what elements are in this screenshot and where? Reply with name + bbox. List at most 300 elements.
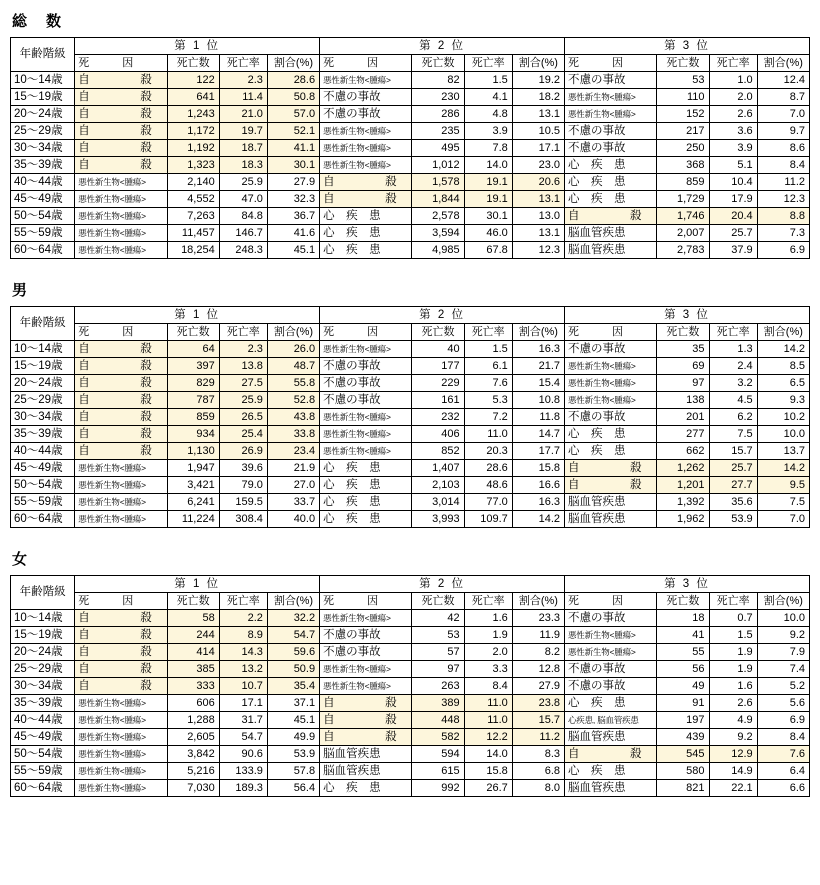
cell-deaths-1: 1,243	[167, 106, 219, 123]
col-header-share-2: 割合(%)	[512, 55, 564, 72]
cell-share-3: 7.6	[757, 746, 809, 763]
cell-deaths-3: 18	[657, 610, 709, 627]
cell-cause-2: 心 疾 患	[320, 225, 412, 242]
cell-cause-2: 不慮の事故	[320, 106, 412, 123]
cell-deaths-3: 217	[657, 123, 709, 140]
cell-rate-3: 9.2	[709, 729, 757, 746]
cell-cause-2: 心 疾 患	[320, 494, 412, 511]
table-row	[11, 89, 810, 106]
rank-header-3: 第 3 位	[565, 576, 810, 593]
col-header-deaths-2: 死亡数	[412, 593, 464, 610]
cell-rate-2: 5.3	[464, 392, 512, 409]
cell-cause-1: 自 殺	[75, 72, 167, 89]
cell-rate-3: 1.6	[709, 678, 757, 695]
cell-cause-1: 悪性新生物<腫瘍>	[75, 225, 167, 242]
cell-rate-1: 47.0	[219, 191, 267, 208]
cell-share-3: 8.4	[757, 157, 809, 174]
cell-cause-2: 不慮の事故	[320, 627, 412, 644]
cell-deaths-1: 385	[167, 661, 219, 678]
cell-cause-1: 自 殺	[75, 89, 167, 106]
cell-share-3: 5.2	[757, 678, 809, 695]
cell-share-3: 13.7	[757, 443, 809, 460]
cell-share-2: 23.8	[512, 695, 564, 712]
cell-rate-3: 1.9	[709, 644, 757, 661]
cell-cause-3: 不慮の事故	[565, 661, 657, 678]
col-header-rate-2: 死亡率	[464, 593, 512, 610]
table-row	[11, 341, 810, 358]
cell-age: 15～19歳	[11, 358, 75, 375]
cell-age: 15～19歳	[11, 627, 75, 644]
cell-deaths-2: 40	[412, 341, 464, 358]
cell-cause-2: 不慮の事故	[320, 89, 412, 106]
cell-deaths-1: 859	[167, 409, 219, 426]
cell-cause-2: 不慮の事故	[320, 644, 412, 661]
cell-rate-1: 18.7	[219, 140, 267, 157]
cell-deaths-3: 91	[657, 695, 709, 712]
col-header-share-1: 割合(%)	[267, 55, 319, 72]
cell-share-2: 21.7	[512, 358, 564, 375]
cell-cause-1: 悪性新生物<腫瘍>	[75, 712, 167, 729]
cell-share-3: 12.3	[757, 191, 809, 208]
cell-rate-1: 84.8	[219, 208, 267, 225]
table-row	[11, 375, 810, 392]
col-header-share-3: 割合(%)	[757, 593, 809, 610]
cell-cause-1: 自 殺	[75, 627, 167, 644]
cell-share-1: 48.7	[267, 358, 319, 375]
cell-rate-1: 79.0	[219, 477, 267, 494]
cell-share-2: 23.0	[512, 157, 564, 174]
cell-age: 10～14歳	[11, 341, 75, 358]
cell-share-1: 40.0	[267, 511, 319, 528]
col-header-deaths-2: 死亡数	[412, 55, 464, 72]
col-header-deaths-1: 死亡数	[167, 55, 219, 72]
table-row	[11, 409, 810, 426]
cell-share-2: 23.3	[512, 610, 564, 627]
cell-share-2: 12.3	[512, 242, 564, 259]
cell-deaths-1: 1,192	[167, 140, 219, 157]
cell-deaths-2: 992	[412, 780, 464, 797]
cell-rate-2: 30.1	[464, 208, 512, 225]
cell-rate-3: 22.1	[709, 780, 757, 797]
cell-share-2: 8.2	[512, 644, 564, 661]
cell-cause-2: 自 殺	[320, 174, 412, 191]
cell-cause-3: 不慮の事故	[565, 409, 657, 426]
rank-header-2: 第 2 位	[320, 307, 565, 324]
col-header-cause-1: 死 因	[75, 593, 167, 610]
cell-rate-2: 77.0	[464, 494, 512, 511]
col-header-rate-1: 死亡率	[219, 324, 267, 341]
cell-deaths-2: 1,578	[412, 174, 464, 191]
table-row	[11, 661, 810, 678]
col-header-cause-1: 死 因	[75, 324, 167, 341]
cell-share-1: 41.6	[267, 225, 319, 242]
ranking-table	[10, 306, 810, 528]
cell-cause-2: 悪性新生物<腫瘍>	[320, 610, 412, 627]
rank-header-2: 第 2 位	[320, 576, 565, 593]
cell-rate-1: 146.7	[219, 225, 267, 242]
cell-deaths-1: 1,172	[167, 123, 219, 140]
cell-deaths-2: 2,103	[412, 477, 464, 494]
table-row	[11, 191, 810, 208]
cell-deaths-1: 606	[167, 695, 219, 712]
cell-share-1: 35.4	[267, 678, 319, 695]
cell-rate-3: 25.7	[709, 225, 757, 242]
header-rank-row	[11, 38, 810, 55]
col-header-rate-2: 死亡率	[464, 55, 512, 72]
cell-share-2: 8.0	[512, 780, 564, 797]
cell-cause-3: 心 疾 患	[565, 695, 657, 712]
cell-rate-1: 133.9	[219, 763, 267, 780]
cell-cause-3: 脳血管疾患	[565, 729, 657, 746]
cell-rate-2: 1.6	[464, 610, 512, 627]
cell-deaths-1: 1,947	[167, 460, 219, 477]
cell-share-3: 8.5	[757, 358, 809, 375]
cell-share-2: 11.9	[512, 627, 564, 644]
cell-share-1: 50.9	[267, 661, 319, 678]
cell-cause-3: 自 殺	[565, 208, 657, 225]
cell-share-3: 7.4	[757, 661, 809, 678]
cell-deaths-3: 250	[657, 140, 709, 157]
cell-age: 25～29歳	[11, 661, 75, 678]
table-row	[11, 712, 810, 729]
cell-cause-3: 不慮の事故	[565, 341, 657, 358]
cell-share-3: 6.5	[757, 375, 809, 392]
cell-cause-1: 自 殺	[75, 341, 167, 358]
cell-cause-2: 自 殺	[320, 729, 412, 746]
cell-cause-1: 自 殺	[75, 610, 167, 627]
cell-cause-3: 心 疾 患	[565, 157, 657, 174]
cell-share-2: 12.8	[512, 661, 564, 678]
cell-cause-3: 心 疾 患	[565, 763, 657, 780]
cell-rate-3: 3.6	[709, 123, 757, 140]
cell-cause-3: 脳血管疾患	[565, 242, 657, 259]
cell-share-2: 13.1	[512, 225, 564, 242]
cell-rate-1: 14.3	[219, 644, 267, 661]
cell-cause-2: 脳血管疾患	[320, 746, 412, 763]
cell-cause-3: 悪性新生物<腫瘍>	[565, 358, 657, 375]
cell-cause-3: 心疾患, 脳血管疾患	[565, 712, 657, 729]
cell-cause-3: 不慮の事故	[565, 72, 657, 89]
cell-deaths-2: 615	[412, 763, 464, 780]
cell-share-3: 7.5	[757, 494, 809, 511]
cell-cause-1: 自 殺	[75, 392, 167, 409]
rank-header-1: 第 1 位	[75, 576, 320, 593]
cell-share-3: 8.7	[757, 89, 809, 106]
table-row	[11, 763, 810, 780]
cell-age: 35～39歳	[11, 695, 75, 712]
cell-deaths-1: 3,421	[167, 477, 219, 494]
cell-share-1: 27.0	[267, 477, 319, 494]
cell-cause-2: 心 疾 患	[320, 477, 412, 494]
cell-deaths-3: 439	[657, 729, 709, 746]
cell-deaths-3: 138	[657, 392, 709, 409]
cell-cause-1: 悪性新生物<腫瘍>	[75, 695, 167, 712]
cell-rate-3: 37.9	[709, 242, 757, 259]
cell-deaths-2: 4,985	[412, 242, 464, 259]
cell-deaths-3: 277	[657, 426, 709, 443]
col-header-share-2: 割合(%)	[512, 593, 564, 610]
table-row	[11, 72, 810, 89]
cell-cause-1: 悪性新生物<腫瘍>	[75, 729, 167, 746]
cell-share-2: 6.8	[512, 763, 564, 780]
table-row	[11, 511, 810, 528]
cell-cause-1: 悪性新生物<腫瘍>	[75, 780, 167, 797]
cell-cause-3: 不慮の事故	[565, 678, 657, 695]
cell-deaths-2: 1,407	[412, 460, 464, 477]
ranking-table	[10, 575, 810, 797]
cell-share-2: 8.3	[512, 746, 564, 763]
cell-deaths-1: 5,216	[167, 763, 219, 780]
cell-rate-3: 25.7	[709, 460, 757, 477]
col-header-deaths-2: 死亡数	[412, 324, 464, 341]
cell-deaths-2: 42	[412, 610, 464, 627]
cell-age: 35～39歳	[11, 157, 75, 174]
cell-rate-3: 17.9	[709, 191, 757, 208]
cell-deaths-2: 82	[412, 72, 464, 89]
col-header-rate-3: 死亡率	[709, 55, 757, 72]
table-row	[11, 106, 810, 123]
table-row	[11, 494, 810, 511]
cell-rate-3: 4.9	[709, 712, 757, 729]
cell-rate-1: 25.9	[219, 392, 267, 409]
cell-cause-3: 脳血管疾患	[565, 511, 657, 528]
cell-rate-2: 48.6	[464, 477, 512, 494]
cell-deaths-1: 397	[167, 358, 219, 375]
cell-age: 20～24歳	[11, 375, 75, 392]
cell-rate-1: 21.0	[219, 106, 267, 123]
cell-share-2: 15.8	[512, 460, 564, 477]
cell-rate-2: 1.5	[464, 72, 512, 89]
table-row	[11, 426, 810, 443]
cell-share-2: 10.5	[512, 123, 564, 140]
cell-cause-1: 自 殺	[75, 157, 167, 174]
col-header-share-2: 割合(%)	[512, 324, 564, 341]
cell-cause-2: 悪性新生物<腫瘍>	[320, 72, 412, 89]
cell-cause-1: 自 殺	[75, 661, 167, 678]
cell-cause-2: 悪性新生物<腫瘍>	[320, 661, 412, 678]
cell-deaths-3: 110	[657, 89, 709, 106]
cell-rate-1: 54.7	[219, 729, 267, 746]
header-col-row	[11, 55, 810, 72]
cell-share-1: 23.4	[267, 443, 319, 460]
section-0	[10, 10, 810, 259]
col-header-rate-1: 死亡率	[219, 55, 267, 72]
cell-age: 45～49歳	[11, 460, 75, 477]
cell-share-3: 6.9	[757, 242, 809, 259]
cell-rate-1: 248.3	[219, 242, 267, 259]
cell-age: 40～44歳	[11, 443, 75, 460]
cell-share-2: 15.4	[512, 375, 564, 392]
cell-cause-2: 悪性新生物<腫瘍>	[320, 157, 412, 174]
cell-share-1: 32.2	[267, 610, 319, 627]
cell-cause-1: 自 殺	[75, 678, 167, 695]
cell-rate-1: 2.2	[219, 610, 267, 627]
cell-share-2: 19.2	[512, 72, 564, 89]
col-header-age: 年齢階級	[11, 38, 75, 72]
cell-age: 55～59歳	[11, 494, 75, 511]
cell-deaths-3: 55	[657, 644, 709, 661]
cell-cause-2: 不慮の事故	[320, 392, 412, 409]
cell-rate-2: 8.4	[464, 678, 512, 695]
cell-rate-1: 90.6	[219, 746, 267, 763]
cell-deaths-2: 594	[412, 746, 464, 763]
cell-cause-1: 悪性新生物<腫瘍>	[75, 746, 167, 763]
cell-share-2: 27.9	[512, 678, 564, 695]
cell-deaths-2: 495	[412, 140, 464, 157]
cell-deaths-1: 64	[167, 341, 219, 358]
cell-share-2: 11.2	[512, 729, 564, 746]
cell-share-3: 14.2	[757, 460, 809, 477]
cell-deaths-1: 58	[167, 610, 219, 627]
cell-rate-3: 2.6	[709, 695, 757, 712]
cell-rate-1: 13.2	[219, 661, 267, 678]
cell-rate-1: 18.3	[219, 157, 267, 174]
col-header-deaths-3: 死亡数	[657, 324, 709, 341]
cell-deaths-3: 53	[657, 72, 709, 89]
header-rank-row	[11, 576, 810, 593]
table-row	[11, 695, 810, 712]
cell-rate-3: 1.5	[709, 627, 757, 644]
cell-age: 20～24歳	[11, 106, 75, 123]
cell-share-2: 17.7	[512, 443, 564, 460]
cell-age: 40～44歳	[11, 174, 75, 191]
cell-rate-3: 1.9	[709, 661, 757, 678]
cell-cause-2: 脳血管疾患	[320, 763, 412, 780]
cell-rate-3: 3.2	[709, 375, 757, 392]
cell-share-1: 21.9	[267, 460, 319, 477]
cell-share-1: 49.9	[267, 729, 319, 746]
cell-deaths-3: 49	[657, 678, 709, 695]
cell-age: 30～34歳	[11, 409, 75, 426]
cell-deaths-3: 368	[657, 157, 709, 174]
cell-deaths-3: 1,729	[657, 191, 709, 208]
cell-share-1: 45.1	[267, 712, 319, 729]
rank-header-3: 第 3 位	[565, 307, 810, 324]
cell-deaths-2: 229	[412, 375, 464, 392]
col-header-share-1: 割合(%)	[267, 324, 319, 341]
cell-age: 50～54歳	[11, 208, 75, 225]
cell-share-3: 7.0	[757, 106, 809, 123]
cell-rate-1: 189.3	[219, 780, 267, 797]
cell-age: 30～34歳	[11, 678, 75, 695]
cell-share-3: 11.2	[757, 174, 809, 191]
section-1	[10, 279, 810, 528]
cell-share-2: 14.2	[512, 511, 564, 528]
cell-rate-1: 308.4	[219, 511, 267, 528]
cell-deaths-2: 1,012	[412, 157, 464, 174]
cell-cause-3: 悪性新生物<腫瘍>	[565, 627, 657, 644]
cell-deaths-3: 56	[657, 661, 709, 678]
cell-rate-1: 31.7	[219, 712, 267, 729]
col-header-rate-3: 死亡率	[709, 324, 757, 341]
table-row	[11, 392, 810, 409]
cell-cause-3: 自 殺	[565, 460, 657, 477]
cell-share-1: 55.8	[267, 375, 319, 392]
cell-rate-3: 3.9	[709, 140, 757, 157]
cell-cause-1: 悪性新生物<腫瘍>	[75, 174, 167, 191]
cell-age: 35～39歳	[11, 426, 75, 443]
cell-share-2: 14.7	[512, 426, 564, 443]
cell-cause-2: 自 殺	[320, 695, 412, 712]
cell-cause-2: 不慮の事故	[320, 375, 412, 392]
cell-cause-2: 不慮の事故	[320, 358, 412, 375]
table-row	[11, 460, 810, 477]
cell-rate-2: 4.8	[464, 106, 512, 123]
cell-rate-1: 10.7	[219, 678, 267, 695]
cell-rate-3: 7.5	[709, 426, 757, 443]
cell-cause-1: 自 殺	[75, 123, 167, 140]
cell-rate-3: 2.4	[709, 358, 757, 375]
cell-cause-3: 自 殺	[565, 746, 657, 763]
cell-cause-3: 悪性新生物<腫瘍>	[565, 375, 657, 392]
cell-share-1: 33.7	[267, 494, 319, 511]
cell-deaths-2: 177	[412, 358, 464, 375]
cell-deaths-3: 2,783	[657, 242, 709, 259]
cell-share-3: 9.3	[757, 392, 809, 409]
ranking-table	[10, 37, 810, 259]
cell-cause-3: 悪性新生物<腫瘍>	[565, 644, 657, 661]
cell-rate-2: 6.1	[464, 358, 512, 375]
table-row	[11, 140, 810, 157]
cell-cause-1: 自 殺	[75, 426, 167, 443]
col-header-cause-2: 死 因	[320, 324, 412, 341]
table-row	[11, 225, 810, 242]
cell-deaths-1: 1,323	[167, 157, 219, 174]
cell-rate-2: 12.2	[464, 729, 512, 746]
table-row	[11, 610, 810, 627]
cell-share-2: 11.8	[512, 409, 564, 426]
table-row	[11, 678, 810, 695]
cell-rate-3: 6.2	[709, 409, 757, 426]
cell-deaths-2: 2,578	[412, 208, 464, 225]
cell-deaths-2: 53	[412, 627, 464, 644]
cell-rate-2: 3.3	[464, 661, 512, 678]
rank-header-3: 第 3 位	[565, 38, 810, 55]
cell-rate-2: 4.1	[464, 89, 512, 106]
cell-deaths-3: 1,201	[657, 477, 709, 494]
cell-rate-3: 1.0	[709, 72, 757, 89]
cell-rate-1: 11.4	[219, 89, 267, 106]
cell-share-1: 50.8	[267, 89, 319, 106]
cell-cause-3: 悪性新生物<腫瘍>	[565, 89, 657, 106]
cell-share-1: 43.8	[267, 409, 319, 426]
cell-share-3: 8.8	[757, 208, 809, 225]
cell-age: 50～54歳	[11, 477, 75, 494]
cell-deaths-2: 1,844	[412, 191, 464, 208]
table-row	[11, 157, 810, 174]
cell-share-2: 13.1	[512, 191, 564, 208]
cell-share-3: 9.5	[757, 477, 809, 494]
cell-deaths-3: 41	[657, 627, 709, 644]
cell-share-1: 27.9	[267, 174, 319, 191]
cell-age: 55～59歳	[11, 763, 75, 780]
cell-share-1: 26.0	[267, 341, 319, 358]
cell-share-1: 45.1	[267, 242, 319, 259]
cell-deaths-1: 3,842	[167, 746, 219, 763]
cell-rate-3: 20.4	[709, 208, 757, 225]
cell-share-3: 14.2	[757, 341, 809, 358]
cell-cause-1: 悪性新生物<腫瘍>	[75, 763, 167, 780]
cell-deaths-3: 201	[657, 409, 709, 426]
cell-rate-1: 26.9	[219, 443, 267, 460]
cell-rate-2: 11.0	[464, 712, 512, 729]
cell-deaths-2: 235	[412, 123, 464, 140]
col-header-deaths-1: 死亡数	[167, 324, 219, 341]
cell-age: 20～24歳	[11, 644, 75, 661]
cell-rate-2: 109.7	[464, 511, 512, 528]
cell-deaths-1: 18,254	[167, 242, 219, 259]
cell-share-3: 6.6	[757, 780, 809, 797]
